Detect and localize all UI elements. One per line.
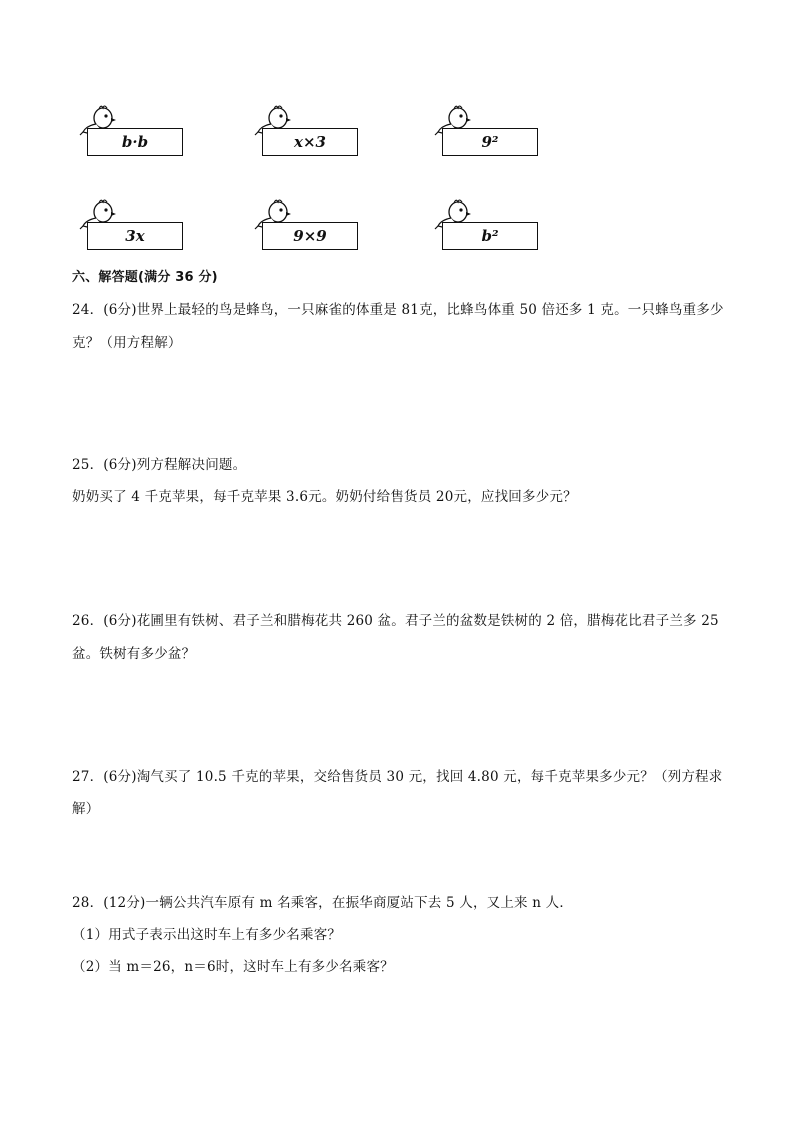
question-24-line1: 24．(6分)世界上最轻的鸟是蜂鸟，一只麻雀的体重是 81克，比蜂鸟体重 50 倍还多 1 克。一只蜂鸟重多少 [72,302,724,318]
expression-box: 9² [442,128,538,156]
question-26-line1: 26．(6分)花圃里有铁树、君子兰和腊梅花共 260 盆。君子兰的盆数是铁树的 2 倍，腊梅花比君子兰多 25 [72,613,719,629]
question-24-line2: 克？（用方程解） [72,335,182,351]
question-27-line1: 27．(6分)淘气买了 10.5 千克的苹果，交给售货员 30 元，找回 4.80 元，每千克苹果多少元？（列方程求 [72,769,723,785]
question-28-line3: （2）当 m＝26，n＝6时，这时车上有多少名乘客？ [72,959,394,975]
question-27-line2: 解） [72,801,100,817]
question-28-line1: 28．(12分)一辆公共汽车原有 m 名乘客，在振华商厦站下去 5 人，又上来 n 人． [72,895,574,911]
question-25-line2: 奶奶买了 4 千克苹果，每千克苹果 3.6元。奶奶付给售货员 20元，应找回多少元？ [72,489,577,505]
expression-card [430,104,550,164]
expression-box: b² [442,222,538,250]
expression-box: b·b [87,128,183,156]
question-25-line1: 25．(6分)列方程解决问题。 [72,457,247,473]
expression-box: 9×9 [262,222,358,250]
expression-card [75,198,195,258]
expression-card [250,104,370,164]
expression-card [75,104,195,164]
section-title: 六、解答题(满分 36 分) [72,270,218,285]
question-28-line2: （1）用式子表示出这时车上有多少名乘客？ [72,927,342,943]
expression-card [430,198,550,258]
question-26-line2: 盆。铁树有多少盆？ [72,646,196,662]
expression-box: x×3 [262,128,358,156]
expression-card [250,198,370,258]
expression-box: 3x [87,222,183,250]
